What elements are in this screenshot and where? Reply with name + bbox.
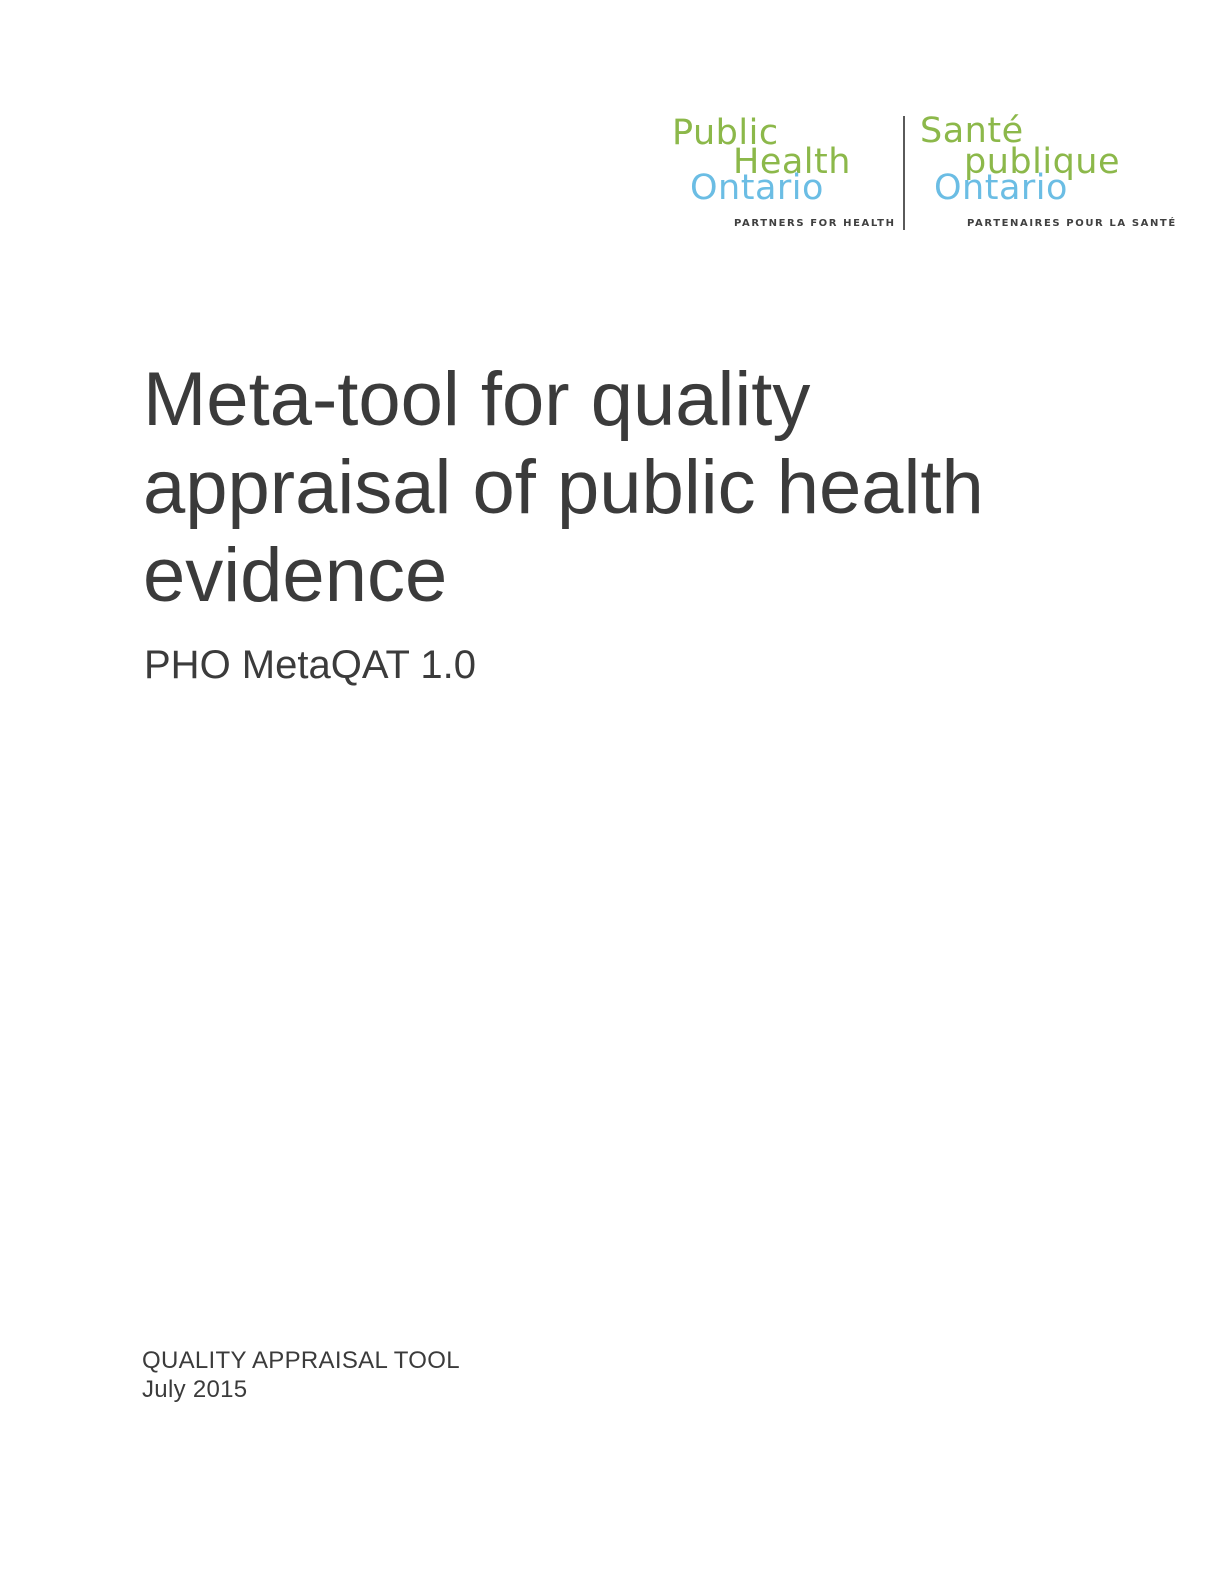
logo-fr-word-ontario: Ontario bbox=[934, 168, 1068, 208]
title-line-3: evidence bbox=[143, 533, 448, 618]
publication-date: July 2015 bbox=[142, 1376, 248, 1403]
logo-fr-word-sante: Santé bbox=[920, 111, 1024, 151]
logo-en-tagline: PARTNERS FOR HEALTH bbox=[734, 218, 896, 229]
logo-en-word-public: Public bbox=[672, 113, 779, 153]
logo-en-word-health: Health bbox=[733, 142, 851, 182]
document-type: QUALITY APPRAISAL TOOL bbox=[142, 1347, 460, 1374]
document-subtitle: PHO MetaQAT 1.0 bbox=[144, 643, 476, 687]
logo-divider bbox=[903, 116, 905, 230]
title-line-1: Meta-tool for quality bbox=[143, 357, 811, 442]
logo-fr-tagline: PARTENAIRES POUR LA SANTÉ bbox=[967, 218, 1177, 229]
logo-fr-word-publique: publique bbox=[964, 142, 1120, 182]
logo-en-word-ontario: Ontario bbox=[690, 168, 824, 208]
document-title bbox=[143, 356, 1143, 620]
title-line-2: appraisal of public health bbox=[143, 445, 984, 530]
document-footer bbox=[142, 1346, 460, 1404]
organization-logo bbox=[672, 111, 1177, 234]
